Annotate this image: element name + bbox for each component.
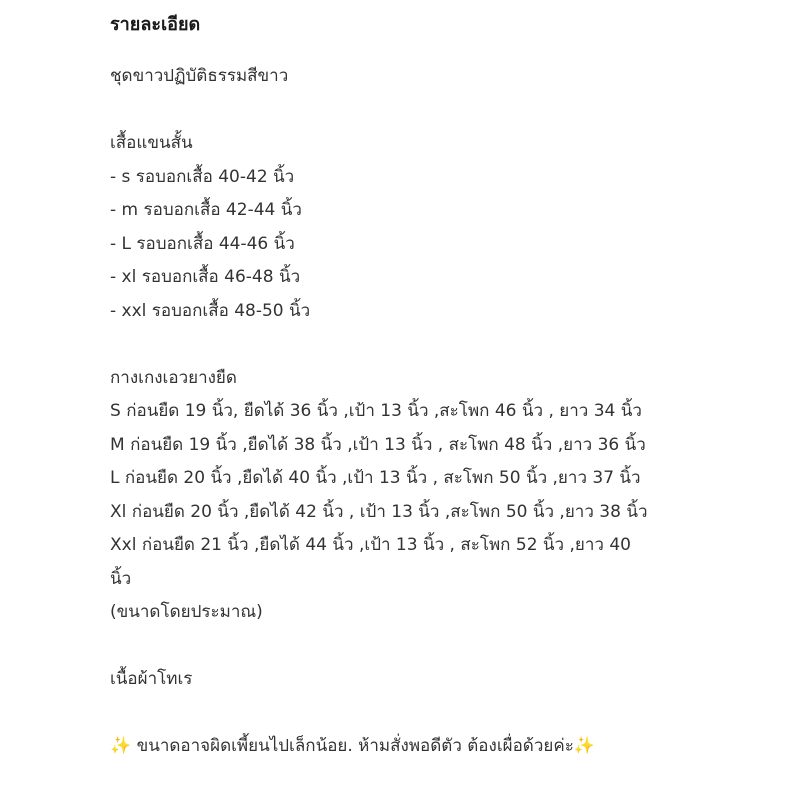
shirt-size-xxl: - xxl รอบอกเสื้อ 48-50 นิ้ว — [110, 300, 311, 321]
pants-size-l: L ก่อนยืด 20 นิ้ว ,ยืดได้ 40 นิ้ว ,เป้า 13 นิ้ว , สะโพก 50 นิ้ว ,ยาว 37 นิ้ว — [110, 468, 641, 488]
pants-size-xxl-continued: นิ้ว — [110, 568, 132, 589]
sparkles-icon: ✨ — [110, 736, 132, 756]
warning-message: ขนาดอาจผิดเพี้ยนไปเล็กน้อย. ห้ามสั่งพอดีตัว ต้องเผื่อด้วยค่ะ — [131, 736, 574, 756]
shirt-heading: เสื้อแขนสั้น — [110, 133, 193, 153]
shirt-size-m: - m รอบอกเสื้อ 42-44 นิ้ว — [110, 200, 302, 220]
description-body — [110, 60, 710, 764]
spacer — [110, 328, 710, 362]
section-title: รายละเอียด — [110, 14, 201, 35]
intro-text: ชุดขาวปฏิบัติธรรมสีขาว — [110, 66, 289, 86]
sparkles-icon: ✨ — [573, 736, 596, 756]
fabric-text: เนื้อผ้าโทเร — [110, 669, 193, 689]
pants-size-s: S ก่อนยืด 19 นิ้ว, ยืดได้ 36 นิ้ว ,เป้า 13 นิ้ว ,สะโพก 46 นิ้ว , ยาว 34 นิ้ว — [110, 401, 642, 421]
pants-size-xxl: Xxl ก่อนยืด 21 นิ้ว ,ยืดได้ 44 นิ้ว ,เป้า 13 นิ้ว , สะโพก 52 นิ้ว ,ยาว 40 — [110, 535, 631, 555]
pants-note: (ขนาดโดยประมาณ) — [110, 602, 263, 622]
shirt-size-xl: - xl รอบอกเสื้อ 46-48 นิ้ว — [110, 267, 301, 287]
spacer — [110, 697, 710, 731]
spacer — [110, 630, 710, 664]
pants-size-m: M ก่อนยืด 19 นิ้ว ,ยืดได้ 38 นิ้ว ,เป้า 13 นิ้ว , สะโพก 48 นิ้ว ,ยาว 36 นิ้ว — [110, 434, 646, 455]
shirt-size-s: - s รอบอกเสื้อ 40-42 นิ้ว — [110, 166, 295, 187]
spacer — [110, 94, 710, 128]
warning-text — [110, 730, 710, 764]
shirt-size-l: - L รอบอกเสื้อ 44-46 นิ้ว — [110, 233, 295, 254]
pants-heading: กางเกงเอวยางยืด — [110, 367, 237, 388]
pants-size-xl: Xl ก่อนยืด 20 นิ้ว ,ยืดได้ 42 นิ้ว , เป้า 13 นิ้ว ,สะโพก 50 นิ้ว ,ยาว 38 นิ้ว — [110, 501, 648, 522]
